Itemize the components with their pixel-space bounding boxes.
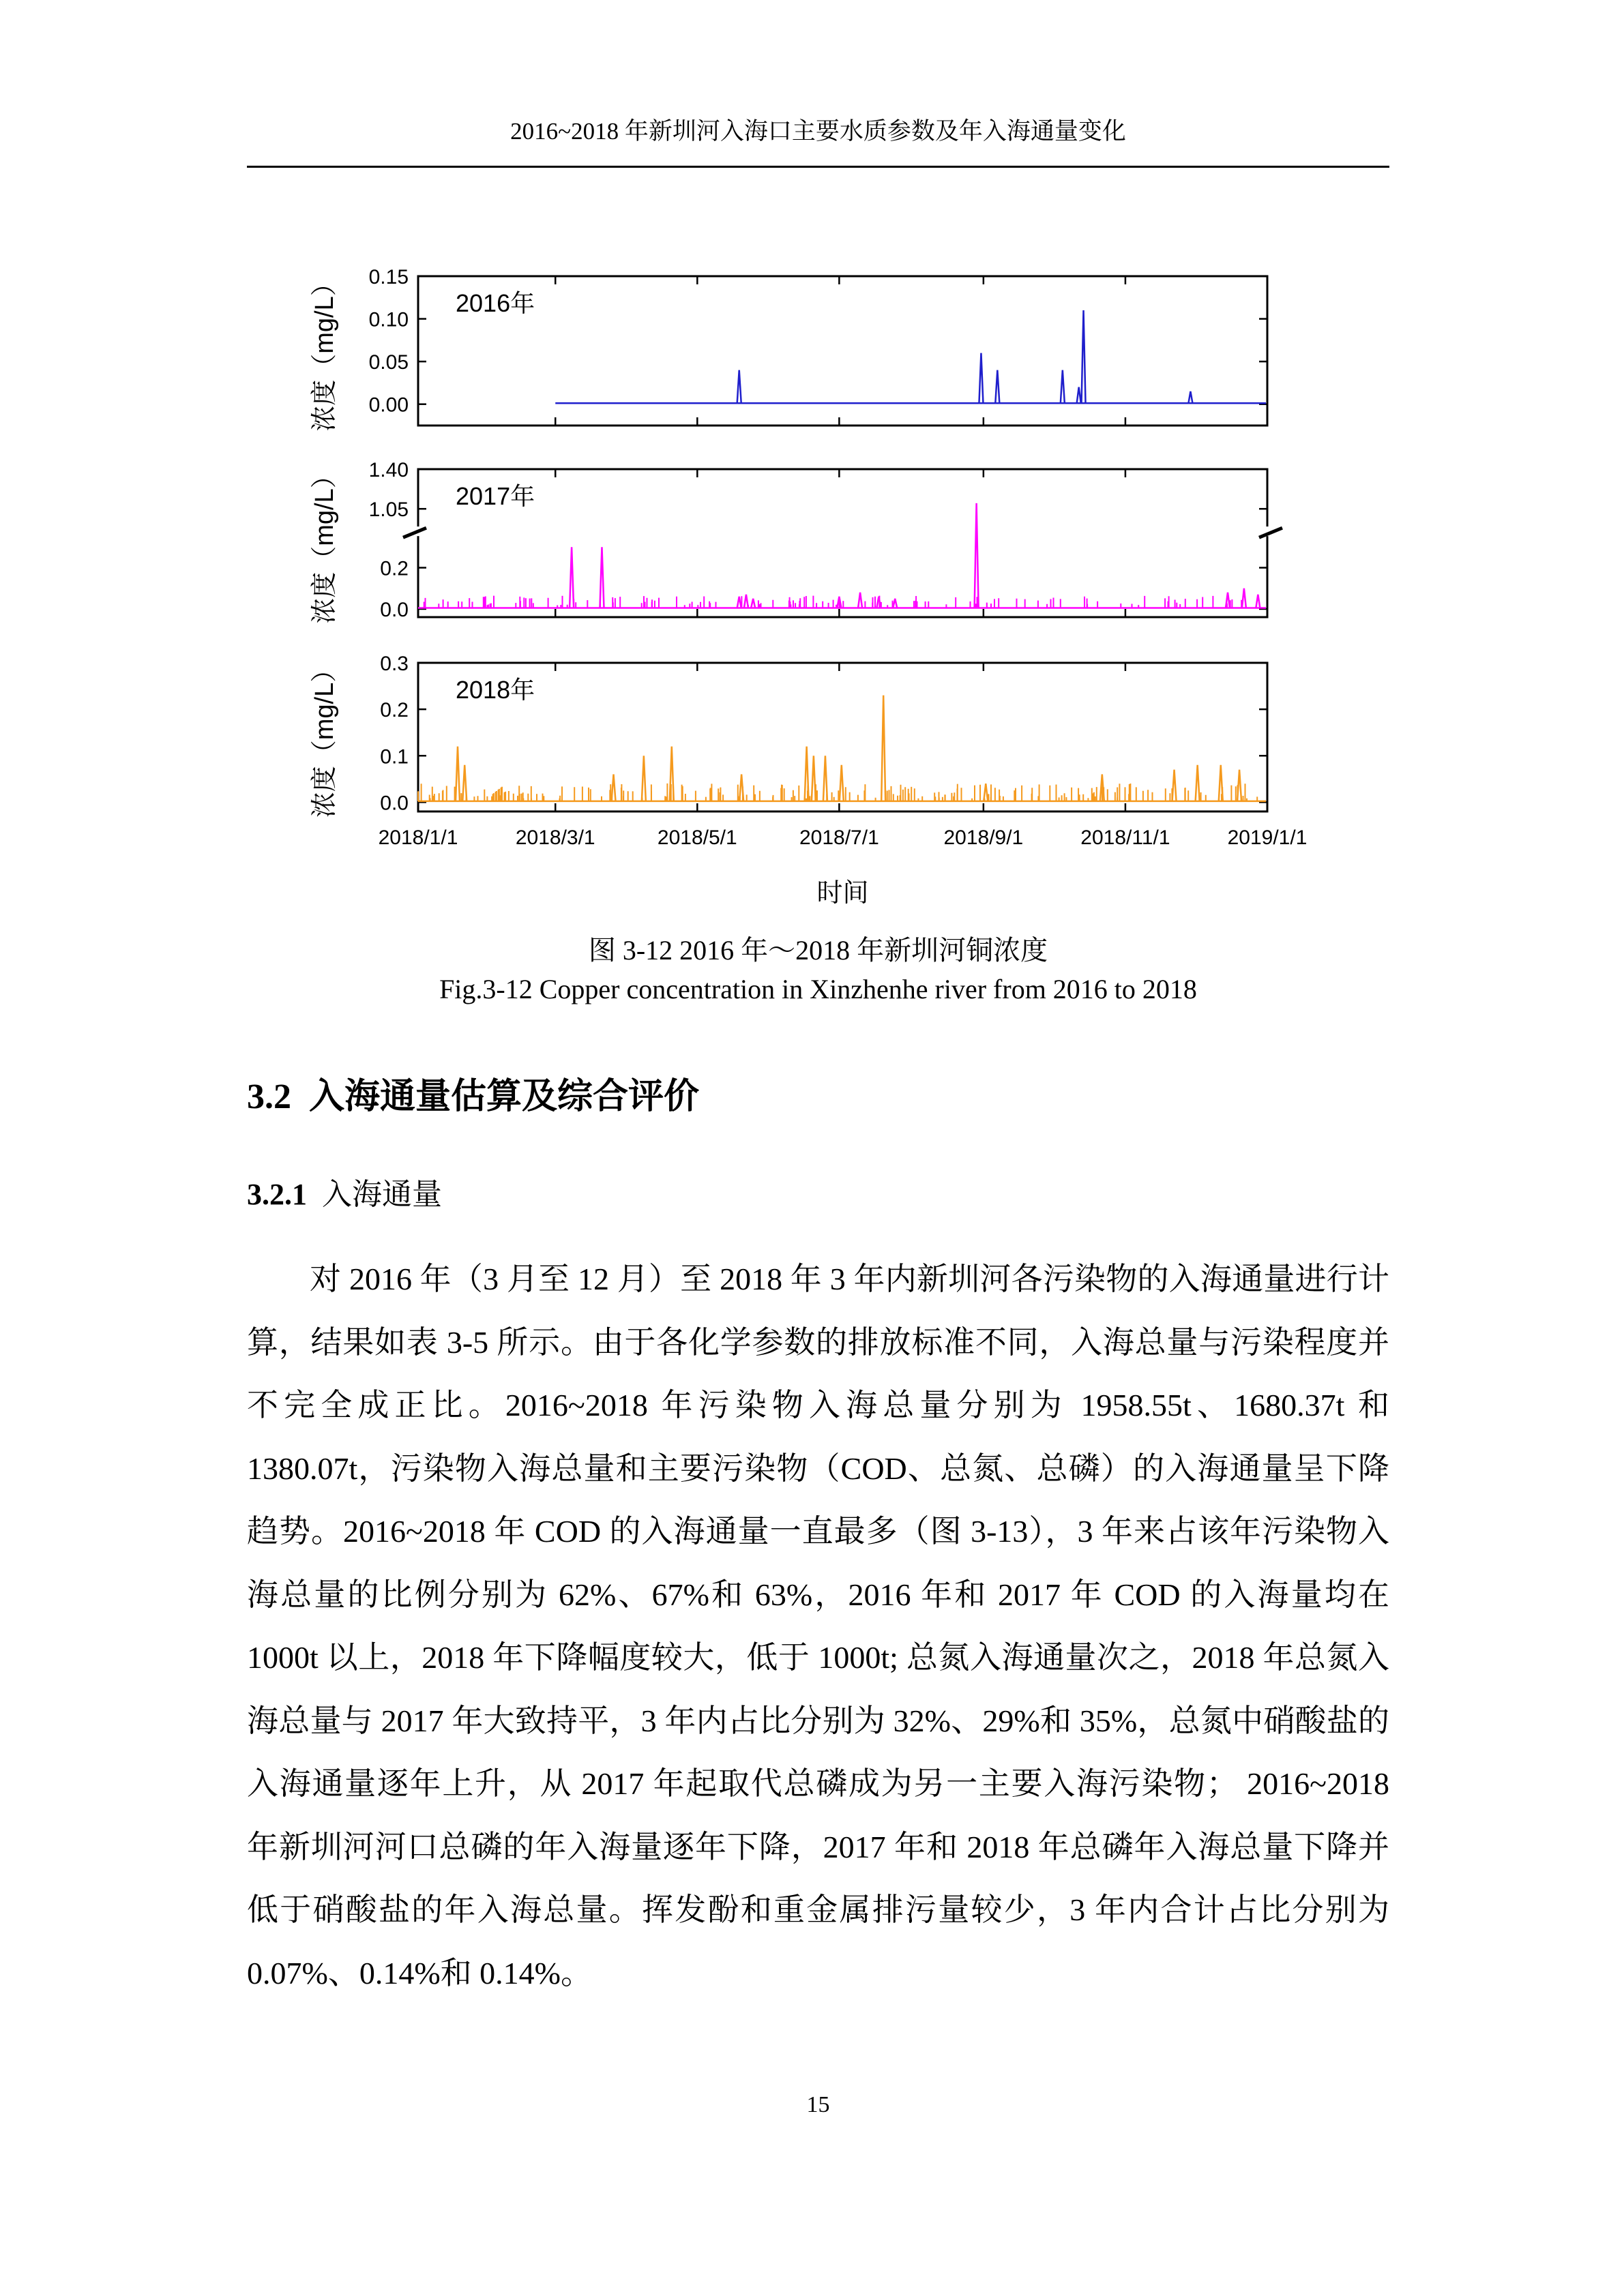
series-spike-3-14 [1196, 765, 1200, 801]
y-axis-title: 浓度（mg/L） [310, 462, 339, 624]
subsection-title: 入海通量 [322, 1178, 442, 1211]
series-spike-1-4 [1077, 387, 1081, 404]
figure-caption-en: Fig.3-12 Copper concentration in Xinzhenhe river from 2016 to 2018 [439, 974, 1197, 1004]
series-spike-3-1 [462, 765, 467, 801]
series-spike-3-10 [881, 696, 885, 801]
y-tick-label: 0.15 [368, 266, 409, 288]
panel-year-label: 2017年 [456, 482, 535, 510]
section-number: 3.2 [247, 1077, 291, 1116]
series-spike-2-11 [1242, 588, 1246, 608]
axis-break-mark-right [1259, 528, 1282, 537]
y-tick-label: 1.05 [368, 498, 409, 522]
y-axis-title: 浓度（mg/L） [310, 656, 339, 818]
y-tick-label: 0.2 [380, 557, 409, 580]
x-tick-label: 2018/5/1 [657, 826, 737, 849]
series-spike-3-7 [812, 756, 816, 801]
subsection-number: 3.2.1 [247, 1178, 307, 1211]
series-spike-3-9 [840, 765, 844, 801]
y-tick-label: 0.05 [368, 351, 409, 374]
series-spike-3-3 [642, 756, 646, 801]
series-spike-3-6 [805, 747, 809, 801]
series-spike-2-3 [737, 597, 741, 608]
series-noise-3 [418, 784, 1257, 801]
series-spike-2-9 [893, 599, 897, 608]
series-spike-1-3 [1061, 370, 1065, 404]
y-tick-label: 0.10 [368, 308, 409, 331]
x-tick-label: 2018/11/1 [1080, 826, 1170, 849]
series-spike-2-8 [876, 597, 881, 608]
series-spike-2-12 [1256, 595, 1260, 608]
series-spike-2-4 [744, 595, 748, 608]
panel-year-label: 2018年 [456, 676, 535, 704]
series-spike-2-10 [1226, 593, 1230, 608]
series-spike-3-16 [1237, 770, 1241, 801]
series-spike-3-5 [739, 775, 743, 801]
series-spike-2-1 [600, 547, 604, 608]
y-axis-title: 浓度（mg/L） [310, 270, 339, 432]
series-spike-1-2 [995, 370, 999, 404]
x-tick-label: 2019/1/1 [1227, 826, 1308, 849]
series-spike-1-0 [737, 370, 741, 404]
series-spike-3-8 [823, 756, 827, 801]
series-spike-2-5 [751, 599, 755, 608]
x-tick-label: 2018/9/1 [943, 826, 1024, 849]
x-tick-label: 2018/7/1 [799, 826, 879, 849]
subsection-heading [247, 1169, 442, 1213]
series-spike-1-1 [979, 353, 983, 404]
series-spike-3-15 [1219, 765, 1223, 801]
y-tick-label: 0.0 [380, 599, 409, 621]
panel-year-label: 2016年 [456, 289, 535, 317]
x-tick-label: 2018/3/1 [515, 826, 595, 849]
section-heading [247, 1067, 699, 1118]
series-spike-3-13 [1172, 770, 1177, 801]
axis-break-mark-left [403, 528, 426, 537]
y-tick-label: 1.40 [368, 459, 409, 481]
y-tick-label: 0.3 [380, 653, 409, 675]
series-spike-2-7 [858, 593, 862, 608]
series-spike-2-2 [975, 503, 979, 608]
series-spike-1-6 [1188, 391, 1192, 403]
running-header: 2016~2018 年新圳河入海口主要水质参数及年入海通量变化 [510, 118, 1126, 145]
body-paragraph: 对 2016 年（3 月至 12 月）至 2018 年 3 年内新圳河各污染物的入海通量进行计算，结果如表 3-5 所示。由于各化学参数的排放标准不同，入海总量与污染程度并不完全成正比。2016~2018 年污染物入海总量分别为 1958.55t、1680.37t 和 1380.07t，污染物入海总量和主要污染物（COD、总氮、总磷）的入海通量呈下降趋势。2016~2018 年 COD 的入海通量一直最多（图 3-13），3 年来占该年污染物入海总量的比例分别为 62%、67%和 63%，2016 年和 2017 年 COD 的入海量均在 1000t 以上，2018 年下降幅度较大，低于 1000t; 总氮入海通量次之，2018 年总氮入海总量与 2017 年大致持平，3 年内占比分别为 32%、29%和 35%，总氮中硝酸盐的入海通量逐年上升，从 2017 年起取代总磷成为另一主要入海污染物； 2016~2018 年新圳河河口总磷的年入海量逐年下降，2017 年和 2018 年总磷年入海总量下降并低于硝酸盐的年入海总量。挥发酚和重金属排污量较少，3 年内合计占比分别为 0.07%、0.14%和 0.14%。 [247, 1262, 1389, 1991]
series-spike-3-11 [984, 784, 988, 801]
y-tick-label: 0.0 [380, 792, 409, 815]
series-spike-2-0 [570, 547, 574, 608]
series-spike-3-2 [612, 775, 616, 801]
header-rule [247, 166, 1389, 168]
series-spike-1-5 [1082, 310, 1086, 403]
plot-frame-2 [418, 469, 1267, 617]
section-title: 入海通量估算及综合评价 [309, 1077, 700, 1116]
y-tick-label: 0.1 [380, 745, 409, 769]
figure-caption-cn: 图 3-12 2016 年～2018 年新圳河铜浓度 [588, 935, 1048, 966]
x-tick-label: 2018/1/1 [378, 826, 458, 849]
x-axis-title: 时间 [816, 879, 869, 907]
y-tick-label: 0.00 [368, 393, 409, 417]
page-number: 15 [806, 2092, 830, 2117]
series-spike-3-0 [456, 747, 460, 801]
y-tick-label: 0.2 [380, 699, 409, 722]
copper-concentration-chart [293, 245, 1344, 907]
series-noise-2 [424, 596, 1242, 608]
